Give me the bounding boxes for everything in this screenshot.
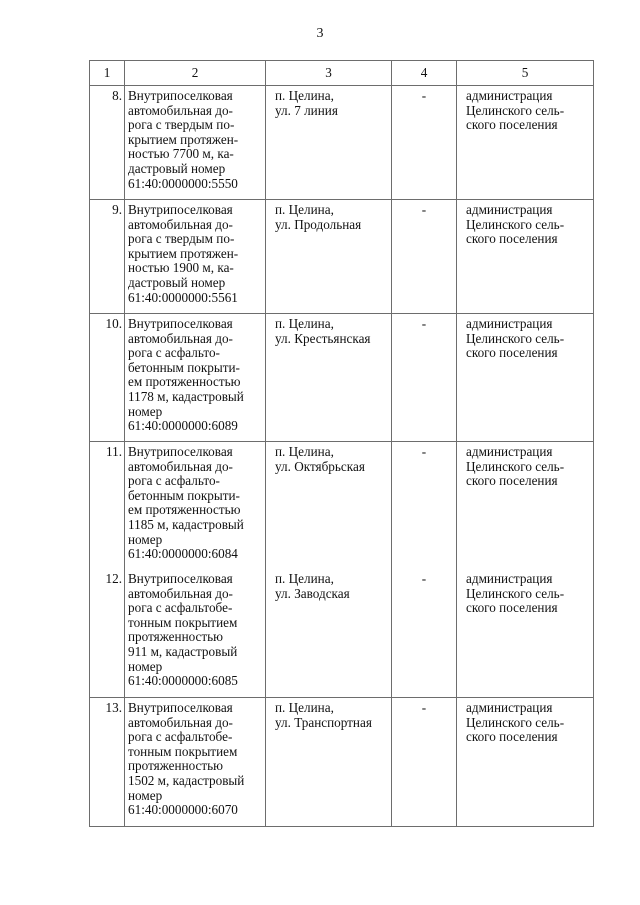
- address-line: ул. 7 линия: [275, 102, 338, 118]
- row-number: 10.: [90, 314, 125, 442]
- column-4-value: -: [392, 200, 457, 314]
- road-description: [125, 314, 266, 442]
- description-line: 61:40:0000000:6089: [128, 418, 238, 434]
- description-line: 1502 м, кадастровый: [128, 772, 245, 788]
- row-number: 8.: [90, 86, 125, 200]
- roads-registry-table: [89, 60, 594, 827]
- row-number: 12.: [90, 569, 125, 698]
- row-number: 13.: [90, 698, 125, 827]
- description-line: 61:40:0000000:6084: [128, 546, 238, 562]
- description-line: автомобильная до-: [128, 714, 233, 730]
- description-line: рога с твердым по-: [128, 231, 235, 247]
- description-line: номер: [128, 787, 163, 803]
- description-line: тонным покрытием: [128, 614, 238, 630]
- description-line: 61:40:0000000:5561: [128, 289, 238, 305]
- header-cell-4: 4: [392, 61, 457, 86]
- description-line: автомобильная до-: [128, 330, 233, 346]
- road-address: [266, 698, 392, 827]
- owner-line: ского поселения: [466, 729, 558, 745]
- description-line: рога с твердым по-: [128, 117, 235, 133]
- description-line: дастровый номер: [128, 274, 226, 290]
- description-line: автомобильная до-: [128, 102, 233, 118]
- header-cell-3: 3: [266, 61, 392, 86]
- description-line: ем протяженностью: [128, 374, 241, 390]
- road-owner: [457, 314, 594, 442]
- owner-line: администрация: [466, 88, 553, 103]
- road-owner: [457, 442, 594, 570]
- description-line: бетонным покрыти-: [128, 487, 240, 503]
- description-line: номер: [128, 403, 163, 419]
- road-owner: [457, 698, 594, 827]
- header-cell-1: 1: [90, 61, 125, 86]
- table-header-row: [90, 61, 594, 86]
- row-number: 9.: [90, 200, 125, 314]
- table-row: [90, 569, 594, 698]
- owner-line: администрация: [466, 700, 553, 715]
- description-line: 1178 м, кадастровый: [128, 388, 244, 404]
- owner-line: ского поселения: [466, 600, 558, 616]
- description-line: рога с асфальтобе-: [128, 729, 233, 745]
- road-description: [125, 86, 266, 200]
- owner-line: Целинского сель-: [466, 458, 565, 474]
- owner-line: Целинского сель-: [466, 330, 565, 346]
- description-line: номер: [128, 531, 163, 547]
- owner-line: ского поселения: [466, 473, 558, 489]
- description-line: крытием протяжен-: [128, 245, 239, 261]
- owner-line: ского поселения: [466, 117, 558, 133]
- address-line: п. Целина,: [275, 88, 334, 103]
- description-line: Внутрипоселковая: [128, 700, 233, 715]
- description-line: тонным покрытием: [128, 743, 238, 759]
- description-line: ностью 1900 м, ка-: [128, 260, 234, 276]
- address-line: п. Целина,: [275, 700, 334, 715]
- road-owner: [457, 569, 594, 698]
- description-line: рога с асфальтобе-: [128, 600, 233, 616]
- row-number: 11.: [90, 442, 125, 570]
- road-address: [266, 86, 392, 200]
- description-line: рога с асфальто-: [128, 473, 220, 489]
- owner-line: администрация: [466, 571, 553, 586]
- description-line: Внутрипоселковая: [128, 202, 233, 217]
- road-address: [266, 314, 392, 442]
- description-line: рога с асфальто-: [128, 345, 220, 361]
- header-cell-2: 2: [125, 61, 266, 86]
- column-4-value: -: [392, 442, 457, 570]
- road-description: [125, 442, 266, 570]
- description-line: бетонным покрыти-: [128, 359, 240, 375]
- description-line: автомобильная до-: [128, 458, 233, 474]
- column-4-value: -: [392, 698, 457, 827]
- owner-line: Целинского сель-: [466, 585, 565, 601]
- description-line: крытием протяжен-: [128, 131, 239, 147]
- table-row: [90, 86, 594, 200]
- description-line: Внутрипоселковая: [128, 571, 233, 586]
- description-line: 61:40:0000000:5550: [128, 175, 238, 191]
- description-line: Внутрипоселковая: [128, 444, 233, 459]
- owner-line: ского поселения: [466, 345, 558, 361]
- road-address: [266, 569, 392, 698]
- owner-line: ского поселения: [466, 231, 558, 247]
- description-line: 61:40:0000000:6070: [128, 802, 238, 818]
- address-line: п. Целина,: [275, 571, 334, 586]
- road-address: [266, 200, 392, 314]
- owner-line: администрация: [466, 202, 553, 217]
- description-line: 911 м, кадастровый: [128, 643, 238, 659]
- address-line: п. Целина,: [275, 316, 334, 331]
- road-description: [125, 698, 266, 827]
- road-description: [125, 200, 266, 314]
- owner-line: Целинского сель-: [466, 216, 565, 232]
- description-line: дастровый номер: [128, 160, 226, 176]
- owner-line: администрация: [466, 316, 553, 331]
- column-4-value: -: [392, 569, 457, 698]
- description-line: номер: [128, 658, 163, 674]
- address-line: ул. Продольная: [275, 216, 362, 232]
- road-owner: [457, 86, 594, 200]
- description-line: ностью 7700 м, ка-: [128, 146, 234, 162]
- address-line: ул. Транспортная: [275, 714, 372, 730]
- table-row: [90, 314, 594, 442]
- road-address: [266, 442, 392, 570]
- column-4-value: -: [392, 86, 457, 200]
- table-row: [90, 698, 594, 827]
- description-line: протяженностью: [128, 758, 224, 774]
- description-line: Внутрипоселковая: [128, 316, 233, 331]
- page-number: 3: [316, 26, 324, 41]
- description-line: автомобильная до-: [128, 216, 233, 232]
- column-4-value: -: [392, 314, 457, 442]
- table-row: [90, 442, 594, 570]
- owner-line: Целинского сель-: [466, 102, 565, 118]
- description-line: 61:40:0000000:6085: [128, 673, 238, 689]
- address-line: ул. Октябрьская: [275, 458, 365, 474]
- address-line: п. Целина,: [275, 202, 334, 217]
- description-line: ем протяженностью: [128, 502, 241, 518]
- road-description: [125, 569, 266, 698]
- address-line: п. Целина,: [275, 444, 334, 459]
- header-cell-5: 5: [457, 61, 594, 86]
- owner-line: администрация: [466, 444, 553, 459]
- description-line: Внутрипоселковая: [128, 88, 233, 103]
- address-line: ул. Крестьянская: [275, 330, 371, 346]
- owner-line: Целинского сель-: [466, 714, 565, 730]
- address-line: ул. Заводская: [275, 585, 350, 601]
- table-row: [90, 200, 594, 314]
- road-owner: [457, 200, 594, 314]
- description-line: автомобильная до-: [128, 585, 233, 601]
- description-line: 1185 м, кадастровый: [128, 516, 244, 532]
- description-line: протяженностью: [128, 629, 224, 645]
